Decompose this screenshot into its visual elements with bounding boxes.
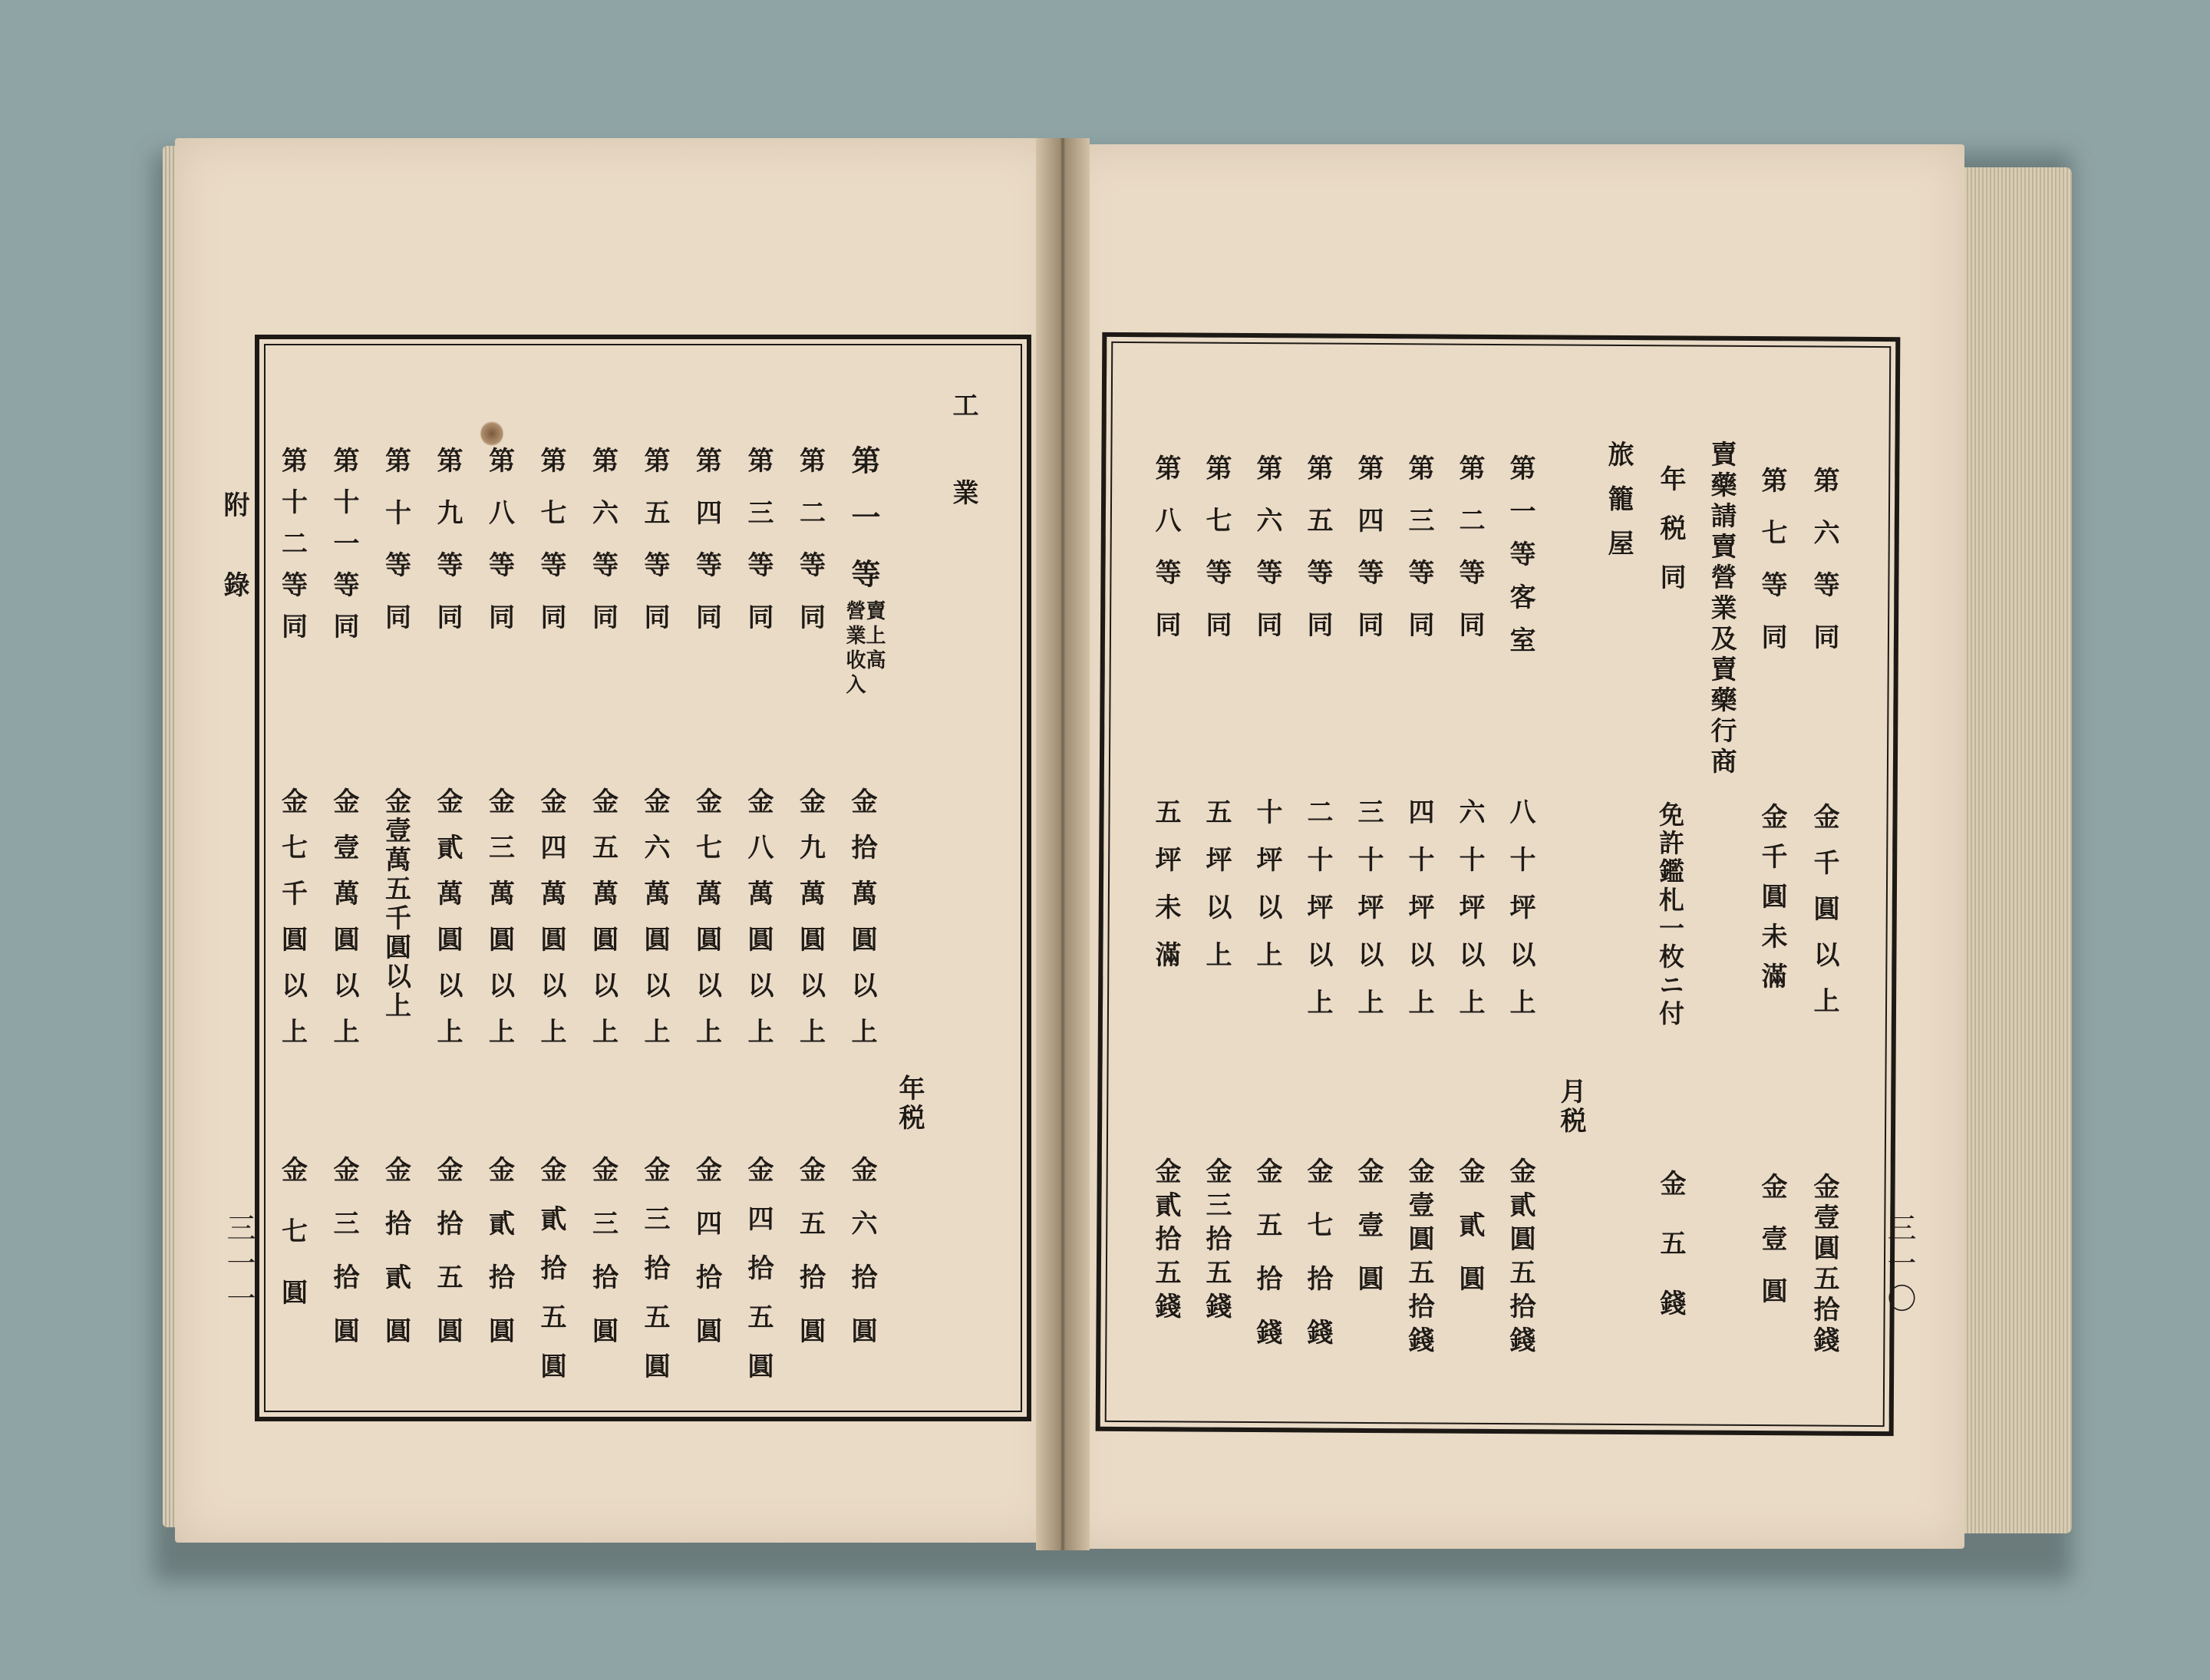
row-tax: 金貳圓 xyxy=(1454,1157,1485,1319)
row-grade: 第七等同 xyxy=(1201,454,1232,663)
inn-title: 旅籠屋 xyxy=(1603,441,1634,574)
row-threshold: 五坪以上 xyxy=(1201,798,1232,989)
row-grade: 第七等同 xyxy=(536,447,566,655)
medicine-title: 賣藥請賣營業及賣藥行商 xyxy=(1706,441,1737,778)
row-grade: 第一等客室 xyxy=(1505,454,1535,669)
row-tax: 金三拾五圓 xyxy=(639,1156,670,1401)
row-tax: 金三拾五錢 xyxy=(1201,1157,1232,1326)
row-threshold: 三十坪以上 xyxy=(1353,798,1384,1036)
row-grade: 第八等同 xyxy=(1150,454,1181,663)
row-grade-note: 賣上高 xyxy=(863,600,886,674)
left-tax-label: 年税 xyxy=(894,1074,925,1133)
section-title-industry: 工業 xyxy=(948,391,978,566)
row-tax: 金拾貳圓 xyxy=(380,1156,411,1371)
row-threshold: 金壹萬圓以上 xyxy=(328,787,359,1064)
right-tax-label: 月税 xyxy=(1555,1078,1586,1136)
row-tax: 金四拾五圓 xyxy=(743,1156,774,1401)
row-grade: 第四等同 xyxy=(691,447,722,655)
row-tax: 金五拾錢 xyxy=(1252,1157,1282,1372)
medicine-tax-col: 年税同 xyxy=(1655,465,1686,612)
row-grade: 第十等同 xyxy=(380,447,411,655)
row-tax: 金三拾圓 xyxy=(328,1156,359,1371)
row-threshold: 金八萬圓以上 xyxy=(743,787,774,1064)
medicine-license: 免許鑑札一枚ニ付 xyxy=(1655,801,1685,1028)
row-threshold: 金七千圓以上 xyxy=(276,787,308,1064)
row-grade-note: 營業收入 xyxy=(843,600,866,698)
row-tax: 金四拾圓 xyxy=(691,1156,722,1371)
row-threshold: 金九萬圓以上 xyxy=(794,787,826,1064)
row-tax: 金壹圓五拾錢 xyxy=(1404,1157,1434,1360)
row-grade: 第一等 xyxy=(846,445,881,616)
row-grade: 第十二等同 xyxy=(276,447,308,654)
row-threshold: 金壹萬五千圓以上 xyxy=(380,787,411,1021)
row-threshold: 十坪以上 xyxy=(1252,798,1282,989)
row-grade: 第六等同 xyxy=(1252,454,1282,663)
ink-stain xyxy=(480,421,503,447)
row-threshold: 金六萬圓以上 xyxy=(639,787,670,1064)
row-grade: 第三等同 xyxy=(743,447,774,655)
row-grade: 第三等同 xyxy=(1404,454,1434,663)
row-threshold: 金四萬圓以上 xyxy=(536,787,566,1064)
row-grade: 第二等同 xyxy=(794,447,826,655)
row-grade: 第六等同 xyxy=(1809,467,1839,675)
row-tax: 金三拾圓 xyxy=(587,1156,618,1371)
row-threshold: 金貳萬圓以上 xyxy=(432,787,463,1064)
row-tax: 金壹圓 xyxy=(1756,1173,1787,1329)
row-tax: 金七圓 xyxy=(276,1156,308,1340)
row-tax: 金貳圓五拾錢 xyxy=(1505,1157,1535,1360)
row-grade: 第十一等同 xyxy=(328,447,359,654)
row-grade: 第七等同 xyxy=(1756,467,1787,675)
row-tax: 金拾五圓 xyxy=(432,1156,463,1371)
row-tax: 金五拾圓 xyxy=(794,1156,826,1371)
right-page-number: 三一〇 xyxy=(1882,1213,1916,1319)
book-gutter xyxy=(1036,138,1090,1550)
row-tax: 金七拾錢 xyxy=(1302,1157,1333,1372)
row-threshold: 八十坪以上 xyxy=(1505,798,1535,1036)
row-threshold: 五坪未滿 xyxy=(1150,798,1181,989)
row-threshold: 四十坪以上 xyxy=(1404,798,1434,1036)
margin-label: 附錄 xyxy=(219,491,249,651)
row-grade: 第九等同 xyxy=(432,447,463,655)
row-tax: 金貳拾圓 xyxy=(483,1156,515,1371)
row-grade: 第八等同 xyxy=(483,447,515,655)
row-tax: 金壹圓五拾錢 xyxy=(1809,1173,1839,1357)
row-grade: 第五等同 xyxy=(1302,454,1333,663)
row-threshold: 金拾萬圓以上 xyxy=(846,787,877,1064)
row-threshold: 二十坪以上 xyxy=(1302,798,1333,1036)
row-threshold: 六十坪以上 xyxy=(1454,798,1485,1036)
row-threshold: 金千圓以上 xyxy=(1809,803,1839,1033)
row-tax: 金貳拾五圓 xyxy=(536,1156,566,1401)
row-threshold: 金三萬圓以上 xyxy=(483,787,515,1064)
medicine-amount: 金五錢 xyxy=(1655,1170,1686,1349)
left-page-number: 三一一 xyxy=(222,1213,256,1319)
row-tax: 金六拾圓 xyxy=(846,1156,877,1371)
row-tax: 金壹圓 xyxy=(1353,1157,1384,1319)
row-grade: 第六等同 xyxy=(587,447,618,655)
row-threshold: 金千圓未滿 xyxy=(1756,803,1787,1002)
row-threshold: 金七萬圓以上 xyxy=(691,787,722,1064)
row-grade: 第四等同 xyxy=(1353,454,1384,663)
row-grade: 第五等同 xyxy=(639,447,670,655)
row-tax: 金貳拾五錢 xyxy=(1150,1157,1181,1326)
row-grade: 第二等同 xyxy=(1454,454,1485,663)
row-threshold: 金五萬圓以上 xyxy=(587,787,618,1064)
